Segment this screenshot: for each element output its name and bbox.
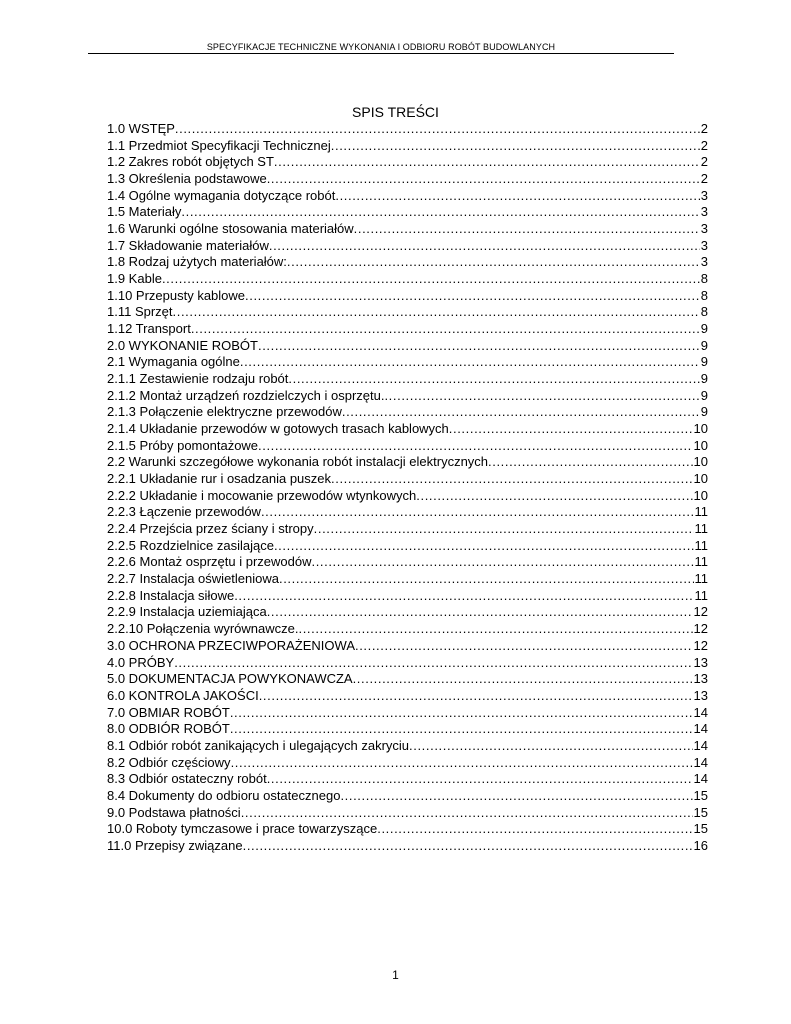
- toc-entry[interactable]: [107, 538, 708, 555]
- toc-entry-page: 16: [693, 837, 708, 853]
- toc-dot-leader: [181, 204, 699, 221]
- toc-entry-label: 9.0 Podstawa płatności: [107, 804, 241, 820]
- toc-entry[interactable]: [107, 121, 708, 138]
- toc-dot-leader: [342, 404, 700, 421]
- toc-entry-page: 2: [700, 137, 708, 153]
- toc-entry-page: 10: [693, 421, 708, 437]
- toc-entry-page: 10: [693, 454, 708, 470]
- toc-entry-page: 2: [700, 121, 708, 136]
- toc-entry[interactable]: [107, 838, 708, 855]
- toc-entry-page: 13: [693, 687, 708, 703]
- toc-entry-page: 3: [700, 254, 708, 270]
- toc-entry-label: 2.2.3 Łączenie przewodów: [107, 504, 261, 520]
- toc-entry-label: 1.6 Warunki ogólne stosowania materiałów: [107, 221, 354, 237]
- toc-entry-page: 11: [694, 571, 708, 587]
- toc-dot-leader: [162, 271, 700, 288]
- toc-entry-page: 14: [693, 771, 708, 787]
- toc-entry-page: 3: [700, 221, 708, 237]
- running-header: SPECYFIKACJE TECHNICZNE WYKONANIA I ODBIORU ROBÓT BUDOWLANYCH: [88, 41, 674, 54]
- toc-entry[interactable]: [107, 338, 708, 355]
- toc-entry-label: 2.2.7 Instalacja oświetleniowa: [107, 571, 279, 587]
- toc-entry[interactable]: [107, 755, 708, 772]
- toc-entry-page: 14: [693, 737, 708, 753]
- toc-entry-page: 12: [693, 637, 708, 653]
- toc-entry[interactable]: [107, 138, 708, 155]
- toc-dot-leader: [299, 621, 693, 638]
- toc-entry[interactable]: [107, 221, 708, 238]
- toc-dot-leader: [267, 171, 700, 188]
- toc-entry[interactable]: [107, 404, 708, 421]
- toc-entry-page: 15: [693, 804, 708, 820]
- toc-entry-label: 2.2.9 Instalacja uziemiająca: [107, 604, 267, 620]
- toc-entry-label: 8.0 ODBIÓR ROBÓT: [107, 721, 230, 737]
- toc-entry-page: 14: [693, 754, 708, 770]
- toc-entry-label: 8.3 Odbiór ostateczny robót: [107, 771, 267, 787]
- toc-title: SPIS TREŚCI: [352, 104, 439, 120]
- toc-entry-label: 1.3 Określenia podstawowe: [107, 171, 267, 187]
- toc-entry[interactable]: [107, 788, 708, 805]
- toc-entry[interactable]: [107, 554, 708, 571]
- toc-entry[interactable]: [107, 271, 708, 288]
- toc-entry[interactable]: [107, 288, 708, 305]
- toc-entry[interactable]: [107, 655, 708, 672]
- toc-dot-leader: [353, 671, 693, 688]
- toc-entry[interactable]: [107, 521, 708, 538]
- toc-entry-page: 14: [693, 704, 708, 720]
- toc-entry-label: 1.9 Kable: [107, 271, 162, 287]
- toc-dot-leader: [287, 254, 700, 271]
- toc-dot-leader: [340, 788, 692, 805]
- toc-entry-page: 11: [694, 521, 708, 537]
- toc-entry-page: 8: [700, 271, 708, 287]
- toc-entry[interactable]: [107, 321, 708, 338]
- toc-entry-label: 7.0 OBMIAR ROBÓT: [107, 704, 230, 720]
- toc-entry[interactable]: [107, 721, 708, 738]
- toc-dot-leader: [274, 538, 694, 555]
- toc-entry-label: 1.7 Składowanie materiałów: [107, 237, 269, 253]
- toc-entry[interactable]: [107, 771, 708, 788]
- toc-entry-page: 9: [700, 387, 708, 403]
- toc-entry[interactable]: [107, 438, 708, 455]
- toc-entry-page: 12: [693, 621, 708, 637]
- toc-entry-page: 3: [700, 237, 708, 253]
- toc-entry-label: 2.1.5 Próby pomontażowe: [107, 437, 259, 453]
- toc-entry-label: 10.0 Roboty tymczasowe i prace towarzyszące: [107, 821, 378, 837]
- toc-entry[interactable]: [107, 471, 708, 488]
- toc-entry-page: 9: [700, 371, 708, 387]
- toc-dot-leader: [279, 571, 694, 588]
- toc-entry-label: 8.2 Odbiór częściowy: [107, 754, 231, 770]
- toc-entry-label: 1.0 WSTĘP: [107, 121, 175, 136]
- toc-entry-label: 2.2 Warunki szczegółowe wykonania robót instalacji elektrycznych: [107, 454, 489, 470]
- toc-dot-leader: [267, 604, 693, 621]
- toc-entry-label: 2.2.1 Układanie rur i osadzania puszek: [107, 471, 332, 487]
- toc-entry-page: 9: [700, 354, 708, 370]
- toc-entry[interactable]: [107, 154, 708, 171]
- toc-entry[interactable]: [107, 388, 708, 405]
- toc-entry-label: 8.4 Dokumenty do odbioru ostatecznego: [107, 787, 341, 803]
- toc-entry-label: 2.1 Wymagania ogólne: [107, 354, 240, 370]
- toc-entry-page: 11: [694, 554, 708, 570]
- toc-dot-leader: [331, 471, 693, 488]
- toc-entry[interactable]: [107, 504, 708, 521]
- toc-dot-leader: [335, 188, 699, 205]
- toc-entry-label: 2.1.3 Połączenie elektryczne przewodów: [107, 404, 342, 420]
- toc-entry-page: 2: [700, 171, 708, 187]
- toc-entry-page: 11: [694, 537, 708, 553]
- toc-dot-leader: [230, 721, 693, 738]
- toc-dot-leader: [449, 421, 693, 438]
- toc-entry-page: 10: [693, 487, 708, 503]
- toc-entry-page: 12: [693, 604, 708, 620]
- toc-entry-label: 1.11 Sprzęt: [107, 304, 173, 320]
- toc-entry-label: 1.12 Transport: [107, 321, 191, 337]
- toc-entry-page: 14: [693, 721, 708, 737]
- toc-dot-leader: [377, 821, 692, 838]
- toc-entry-label: 2.2.6 Montaż osprzętu i przewodów: [107, 554, 312, 570]
- toc-dot-leader: [259, 688, 693, 705]
- toc-dot-leader: [258, 438, 692, 455]
- toc-entry-label: 8.1 Odbiór robót zanikających i ulegających zakryciu: [107, 737, 410, 753]
- toc-dot-leader: [245, 288, 700, 305]
- toc-entry-page: 8: [700, 287, 708, 303]
- toc-dot-leader: [416, 488, 692, 505]
- toc-entry-page: 8: [700, 304, 708, 320]
- toc-dot-leader: [240, 354, 700, 371]
- page-number: 1: [392, 968, 399, 982]
- toc-entry[interactable]: [107, 588, 708, 605]
- toc-dot-leader: [267, 771, 693, 788]
- toc-entry-page: 10: [693, 471, 708, 487]
- toc-dot-leader: [230, 705, 693, 722]
- toc-entry-label: 2.2.8 Instalacja siłowe: [107, 587, 235, 603]
- toc-entry-page: 11: [694, 587, 708, 603]
- toc-entry[interactable]: [107, 254, 708, 271]
- toc-entry-label: 6.0 KONTROLA JAKOŚCI: [107, 687, 259, 703]
- toc-dot-leader: [174, 655, 692, 672]
- toc-entry[interactable]: [107, 738, 708, 755]
- toc-dot-leader: [261, 504, 694, 521]
- toc-dot-leader: [258, 338, 700, 355]
- toc-entry[interactable]: [107, 238, 708, 255]
- toc-entry-page: 13: [693, 671, 708, 687]
- toc-entry[interactable]: [107, 188, 708, 205]
- toc-entry-page: 3: [700, 204, 708, 220]
- toc-entry[interactable]: [107, 705, 708, 722]
- toc-entry[interactable]: [107, 604, 708, 621]
- toc-entry[interactable]: [107, 421, 708, 438]
- toc-entry[interactable]: [107, 621, 708, 638]
- toc-entry-label: 2.1.4 Układanie przewodów w gotowych trasach kablowych: [107, 421, 449, 437]
- toc-entry-label: 2.2.10 Połączenia wyrównawcze.: [107, 621, 299, 637]
- toc-dot-leader: [409, 738, 692, 755]
- table-of-contents: [107, 121, 708, 855]
- toc-entry-label: 1.10 Przepusty kablowe: [107, 287, 246, 303]
- toc-entry-label: 2.2.5 Rozdzielnice zasilające: [107, 537, 274, 553]
- toc-entry[interactable]: [107, 821, 708, 838]
- toc-entry-page: 9: [700, 404, 708, 420]
- toc-entry[interactable]: [107, 571, 708, 588]
- toc-dot-leader: [288, 371, 699, 388]
- toc-dot-leader: [231, 755, 693, 772]
- toc-entry-label: 1.1 Przedmiot Specyfikacji Technicznej: [107, 137, 331, 153]
- toc-entry-page: 13: [693, 654, 708, 670]
- toc-entry[interactable]: [107, 638, 708, 655]
- toc-entry[interactable]: [107, 304, 708, 321]
- toc-entry-label: 2.2.2 Układanie i mocowanie przewodów wtynkowych: [107, 487, 417, 503]
- toc-entry-page: 9: [700, 321, 708, 337]
- toc-entry-label: 4.0 PRÓBY: [107, 654, 175, 670]
- toc-entry-page: 3: [700, 187, 708, 203]
- toc-dot-leader: [354, 221, 700, 238]
- toc-dot-leader: [314, 521, 694, 538]
- toc-entry[interactable]: [107, 371, 708, 388]
- toc-entry-page: 9: [700, 337, 708, 353]
- toc-entry-label: 2.2.4 Przejścia przez ściany i stropy: [107, 521, 314, 537]
- toc-entry-label: 2.0 WYKONANIE ROBÓT: [107, 337, 258, 353]
- toc-entry[interactable]: [107, 671, 708, 688]
- toc-dot-leader: [269, 238, 700, 255]
- toc-dot-leader: [241, 805, 693, 822]
- toc-dot-leader: [243, 838, 693, 855]
- toc-entry-page: 15: [693, 821, 708, 837]
- toc-entry[interactable]: [107, 171, 708, 188]
- toc-entry[interactable]: [107, 488, 708, 505]
- toc-entry[interactable]: [107, 454, 708, 471]
- toc-entry-label: 5.0 DOKUMENTACJA POWYKONAWCZA: [107, 671, 353, 687]
- toc-dot-leader: [234, 588, 693, 605]
- toc-entry-label: 3.0 OCHRONA PRZECIWPORAŻENIOWA: [107, 637, 355, 653]
- toc-dot-leader: [274, 154, 700, 171]
- toc-entry-page: 11: [694, 504, 708, 520]
- toc-entry[interactable]: [107, 204, 708, 221]
- toc-dot-leader: [175, 121, 700, 138]
- toc-entry-label: 11.0 Przepisy związane: [107, 837, 243, 853]
- toc-entry[interactable]: [107, 688, 708, 705]
- toc-entry-label: 1.2 Zakres robót objętych ST: [107, 154, 274, 170]
- toc-entry-label: 1.8 Rodzaj użytych materiałów:: [107, 254, 287, 270]
- toc-dot-leader: [355, 638, 693, 655]
- toc-dot-leader: [191, 321, 700, 338]
- toc-entry-label: 2.1.2 Montaż urządzeń rozdzielczych i osprzętu.: [107, 387, 385, 403]
- toc-dot-leader: [384, 388, 699, 405]
- toc-entry-label: 2.1.1 Zestawienie rodzaju robót: [107, 371, 289, 387]
- toc-entry[interactable]: [107, 805, 708, 822]
- toc-dot-leader: [173, 304, 700, 321]
- toc-dot-leader: [488, 454, 693, 471]
- toc-entry-label: 1.4 Ogólne wymagania dotyczące robót: [107, 187, 336, 203]
- toc-entry[interactable]: [107, 354, 708, 371]
- toc-dot-leader: [331, 138, 700, 155]
- toc-entry-page: 10: [693, 437, 708, 453]
- toc-entry-page: 2: [700, 154, 708, 170]
- toc-entry-label: 1.5 Materiały: [107, 204, 182, 220]
- toc-dot-leader: [312, 554, 694, 571]
- toc-entry-page: 15: [693, 787, 708, 803]
